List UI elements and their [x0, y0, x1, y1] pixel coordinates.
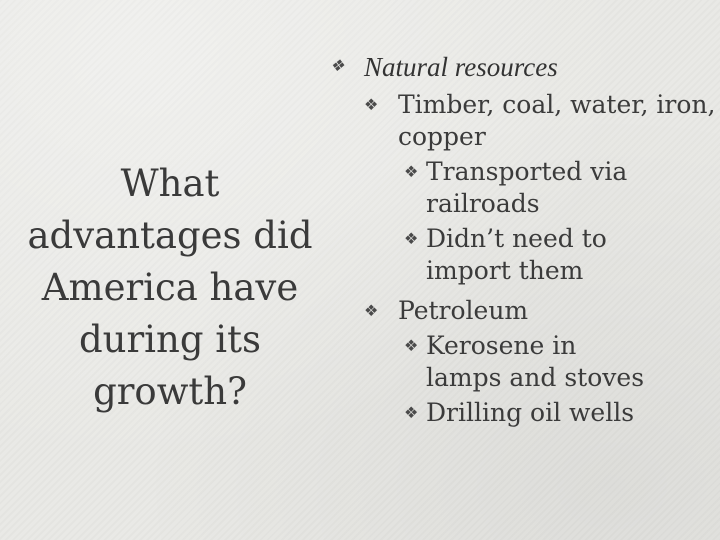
bullet-transported-railroads	[326, 156, 716, 220]
diamond-bullet-icon: ❖	[364, 95, 379, 114]
bullet-text-line: Didn’t need to	[426, 224, 607, 253]
title-line: What	[120, 162, 220, 205]
bullet-timber-coal	[326, 89, 716, 153]
diamond-bullet-icon: ❖	[330, 58, 345, 75]
bullet-natural-resources	[326, 48, 716, 86]
bullet-text: Natural resources	[364, 52, 558, 82]
bullet-text-line: railroads	[426, 189, 540, 218]
bullet-text-line: Transported via	[426, 157, 628, 186]
bullet-text-line: lamps and stoves	[426, 363, 645, 392]
title-line: advantages did	[27, 214, 313, 257]
bullet-list	[326, 48, 716, 429]
bullet-drilling	[326, 397, 716, 429]
title-line: during its	[78, 318, 261, 361]
diamond-bullet-icon: ❖	[404, 336, 419, 355]
diamond-bullet-icon: ❖	[404, 229, 419, 248]
diamond-bullet-icon: ❖	[404, 162, 419, 181]
bullet-petroleum	[326, 295, 716, 327]
title-line: growth?	[93, 370, 247, 413]
title-line: America have	[41, 266, 299, 309]
slide-title	[20, 158, 320, 418]
bullet-text-line: Drilling oil wells	[426, 398, 635, 427]
bullet-text-line: import them	[426, 256, 584, 285]
bullet-text-line: iron, copper	[398, 90, 716, 151]
bullet-kerosene	[326, 330, 716, 394]
diamond-bullet-icon: ❖	[404, 403, 419, 422]
bullet-text-line: Kerosene in	[426, 331, 577, 360]
bullet-text-line: Petroleum	[398, 296, 529, 325]
bullet-didnt-import	[326, 223, 716, 287]
bullet-text-line: Timber, coal, water,	[398, 90, 649, 119]
diamond-bullet-icon: ❖	[364, 301, 379, 320]
